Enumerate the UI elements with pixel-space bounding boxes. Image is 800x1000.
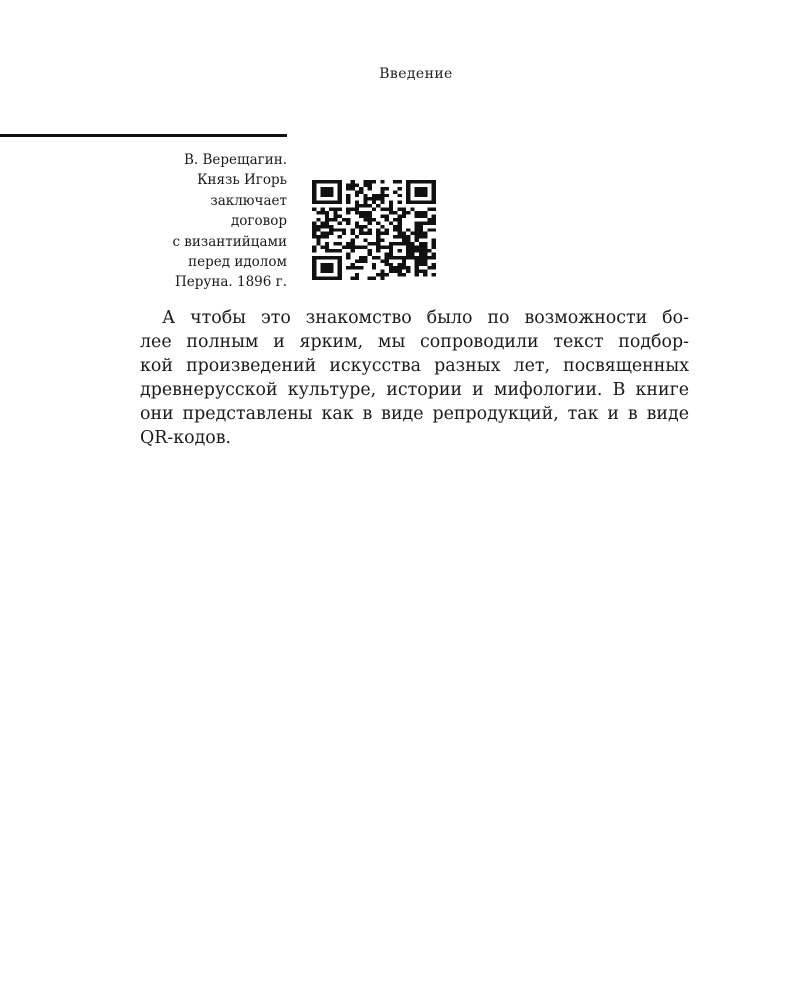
caption-line: перед идолом: [188, 254, 287, 271]
caption-line: Князь Игорь: [197, 172, 287, 189]
caption-line: В. Верещагин.: [183, 152, 287, 168]
body-paragraph: [140, 306, 689, 451]
paragraph-line: они представлены как в виде репродукций, так и в виде: [140, 404, 689, 425]
paragraph-line: древнерусской культуре, истории и мифологии. В книге: [140, 380, 689, 401]
paragraph-line: кой произведений искусства разных лет, посвященных: [140, 356, 689, 377]
caption-line: Перуна. 1896 г.: [175, 274, 287, 291]
running-title: Введение: [379, 66, 453, 82]
caption-rule: [0, 134, 287, 137]
paragraph-line: лее полным и ярким, мы сопроводили текст подбор-: [140, 332, 689, 353]
caption-line: договор: [230, 213, 287, 230]
caption-line: с византийцами: [172, 233, 287, 250]
paragraph-line: А чтобы это знакомство было по возможности бо-: [162, 308, 689, 328]
paragraph-line: QR-кодов.: [140, 428, 232, 449]
caption-line: заключает: [210, 192, 287, 209]
qr-code-icon[interactable]: [312, 180, 436, 280]
figure-caption: [140, 150, 287, 293]
